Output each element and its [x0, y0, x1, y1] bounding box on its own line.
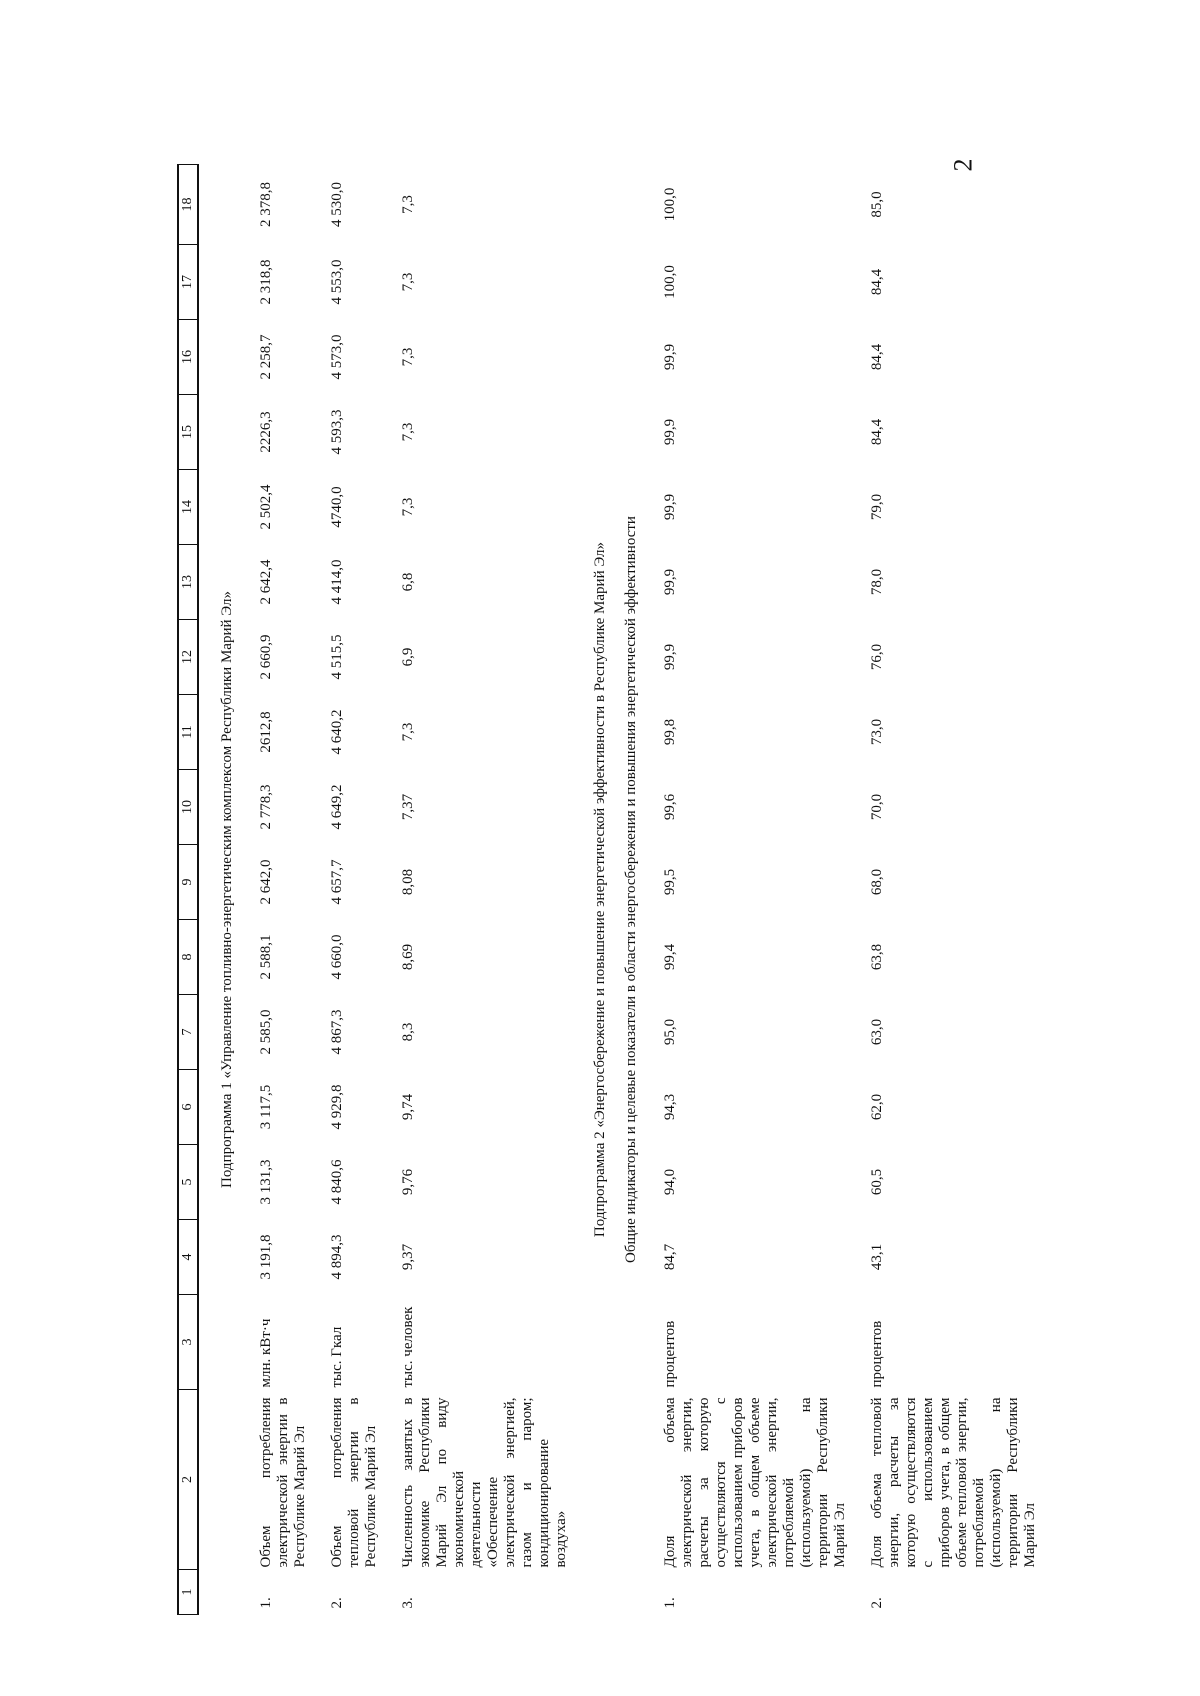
value-cell: 7,3	[400, 195, 416, 214]
indicator-name: Доля объема электрической энергии, расчеты за которую осуществляются с использованием приборов учета, в общем объеме электрической энергии, потребляемой (используемой) на территории Республики Марий Эл	[662, 1397, 848, 1568]
column-number-row	[178, 165, 198, 1615]
column-header: 18	[178, 165, 198, 245]
value-cell: 2226,3	[258, 411, 274, 453]
value-cell: 2612,8	[258, 711, 274, 753]
column-header: 6	[178, 1070, 198, 1145]
value-cell: 63,8	[869, 943, 885, 971]
value-cell: 4 929,8	[329, 1084, 345, 1130]
value-cell: 76,0	[869, 643, 885, 671]
column-header: 5	[178, 1145, 198, 1220]
value-cell: 7,3	[400, 272, 416, 292]
value-cell: 70,0	[869, 793, 885, 821]
column-header: 14	[178, 470, 198, 545]
column-header: 7	[178, 995, 198, 1070]
value-cell: 2 318,8	[258, 259, 274, 305]
value-cell: 100,0	[662, 265, 678, 299]
column-header: 11	[178, 695, 198, 770]
section-heading-row	[198, 165, 246, 1615]
row-number: 3.	[400, 1597, 416, 1609]
value-cell: 4 840,6	[329, 1159, 345, 1205]
value-cell: 8,69	[400, 943, 416, 971]
value-cell: 9,37	[400, 1243, 416, 1271]
indicator-name: Доля объема тепловой энергии, расчеты за которую осуществляются с использованием приборов учета, в общем объеме тепловой энергии, потребляемой (используемой) на территории Республики Марий Эл	[869, 1397, 1038, 1568]
value-cell: 2 642,4	[258, 559, 274, 605]
page-number: 2	[948, 158, 978, 172]
value-cell: 73,0	[869, 718, 885, 746]
column-header: 3	[178, 1295, 198, 1390]
value-cell: 7,3	[400, 422, 416, 442]
value-cell: 4 414,0	[329, 559, 345, 605]
value-cell: 2 588,1	[258, 934, 274, 980]
row-number: 2.	[869, 1597, 885, 1609]
value-cell: 99,8	[662, 718, 678, 746]
value-cell: 100,0	[662, 187, 678, 222]
column-header: 9	[178, 845, 198, 920]
value-cell: 8,3	[400, 1022, 416, 1042]
unit-cell: млн. кВт·ч	[258, 1318, 274, 1388]
value-cell: 2 378,8	[258, 182, 274, 227]
row-number: 1.	[662, 1597, 678, 1609]
table-row	[857, 165, 1047, 1615]
value-cell: 7,3	[400, 347, 416, 367]
column-header: 12	[178, 620, 198, 695]
value-cell: 60,5	[869, 1168, 885, 1196]
value-cell: 4 640,2	[329, 709, 345, 755]
value-cell: 43,1	[869, 1243, 885, 1271]
value-cell: 3 191,8	[258, 1234, 274, 1280]
value-cell: 4 530,0	[329, 182, 345, 227]
table-row	[246, 165, 317, 1615]
column-header: 10	[178, 770, 198, 845]
value-cell: 9,76	[400, 1168, 416, 1196]
value-cell: 7,3	[400, 497, 416, 517]
value-cell: 2 258,7	[258, 334, 274, 380]
value-cell: 99,9	[662, 493, 678, 521]
value-cell: 79,0	[869, 493, 885, 521]
value-cell: 99,9	[662, 643, 678, 671]
value-cell: 99,6	[662, 793, 678, 821]
table-row	[317, 165, 388, 1615]
value-cell: 7,37	[400, 793, 416, 821]
value-cell: 78,0	[869, 568, 885, 596]
value-cell: 95,0	[662, 1018, 678, 1046]
indicator-name: Объем потребления электрической энергии в Республике Марий Эл	[258, 1397, 308, 1568]
indicator-name: Численность занятых в экономике Республики Марий Эл по виду экономической деятельности «Обеспечение электрической энергией, газом и паром; кондиционирование воздуха»	[400, 1397, 569, 1568]
value-cell: 99,5	[662, 868, 678, 896]
value-cell: 6,9	[400, 647, 416, 667]
value-cell: 3 117,5	[258, 1084, 274, 1130]
value-cell: 7,3	[400, 722, 416, 742]
value-cell: 2 660,9	[258, 634, 274, 680]
value-cell: 4 573,0	[329, 334, 345, 380]
value-cell: 9,74	[400, 1093, 416, 1121]
value-cell: 62,0	[869, 1093, 885, 1121]
table-row	[650, 165, 857, 1615]
rotated-table-page	[177, 165, 1187, 1615]
section-subheading-row	[619, 165, 650, 1615]
value-cell: 4 867,3	[329, 1009, 345, 1055]
value-cell: 99,9	[662, 418, 678, 446]
column-header: 2	[178, 1390, 198, 1570]
value-cell: 4740,0	[329, 486, 345, 528]
value-cell: 4 894,3	[329, 1234, 345, 1280]
value-cell: 63,0	[869, 1018, 885, 1046]
value-cell: 4 660,0	[329, 934, 345, 980]
value-cell: 4 593,3	[329, 409, 345, 455]
value-cell: 84,4	[869, 268, 885, 296]
value-cell: 2 778,3	[258, 784, 274, 830]
row-number: 2.	[329, 1597, 345, 1609]
value-cell: 3 131,3	[258, 1159, 274, 1205]
value-cell: 84,4	[869, 418, 885, 446]
column-header: 16	[178, 320, 198, 395]
value-cell: 4 657,7	[329, 859, 345, 905]
column-header: 8	[178, 920, 198, 995]
value-cell: 6,8	[400, 572, 416, 592]
column-header: 17	[178, 245, 198, 320]
value-cell: 99,9	[662, 343, 678, 371]
subprogram-2-subtitle: Общие индикаторы и целевые показатели в области энергосбережения и повышения энергетической эффективности	[623, 516, 639, 1263]
value-cell: 99,9	[662, 568, 678, 596]
indicator-name: Объем потребления тепловой энергии в Республике Марий Эл	[329, 1397, 379, 1568]
value-cell: 4 553,0	[329, 259, 345, 305]
value-cell: 94,0	[662, 1168, 678, 1196]
value-cell: 84,4	[869, 343, 885, 371]
unit-cell: тыс. человек	[400, 1306, 416, 1388]
section-heading-row	[578, 165, 619, 1615]
unit-cell: процентов	[869, 1320, 885, 1388]
column-header: 15	[178, 395, 198, 470]
value-cell: 2 642,0	[258, 859, 274, 905]
unit-cell: тыс. Гкал	[329, 1326, 345, 1388]
value-cell: 99,4	[662, 943, 678, 971]
column-header: 13	[178, 545, 198, 620]
subprogram-2-title: Подпрограмма 2 «Энергосбережение и повышение энергетической эффективности в Республике Марий Эл»	[592, 541, 608, 1238]
value-cell: 4 649,2	[329, 784, 345, 830]
column-header: 1	[178, 1570, 198, 1615]
value-cell: 94,3	[662, 1093, 678, 1121]
unit-cell: процентов	[662, 1320, 678, 1388]
value-cell: 84,7	[662, 1243, 678, 1271]
value-cell: 2 502,4	[258, 484, 274, 530]
table-row	[388, 165, 578, 1615]
value-cell: 68,0	[869, 868, 885, 896]
row-number: 1.	[258, 1597, 274, 1609]
value-cell: 2 585,0	[258, 1009, 274, 1055]
column-header: 4	[178, 1220, 198, 1295]
indicators-table	[177, 164, 1047, 1615]
value-cell: 85,0	[869, 191, 885, 218]
subprogram-1-title: Подпрограмма 1 «Управление топливно-энергетическим комплексом Республики Марий Эл»	[219, 591, 235, 1188]
value-cell: 8,08	[400, 868, 416, 896]
value-cell: 4 515,5	[329, 634, 345, 680]
